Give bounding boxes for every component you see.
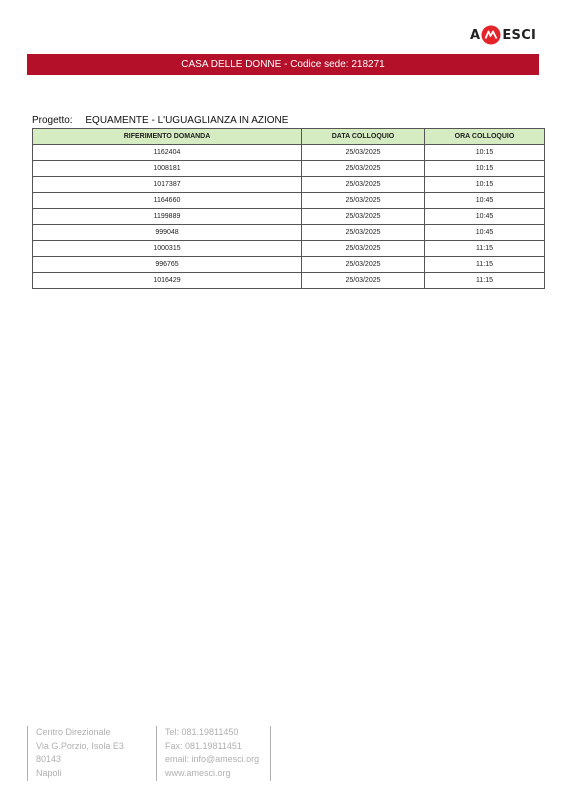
table-row <box>33 161 545 177</box>
table-row <box>33 193 545 209</box>
footer-website: www.amesci.org <box>165 767 231 778</box>
cell-ora: 10:15 <box>425 145 545 161</box>
cell-riferimento: 1000315 <box>33 241 302 257</box>
footer-address-line: Centro Direzionale <box>36 727 111 737</box>
table-header-row <box>33 129 545 145</box>
header-ora: ORA COLLOQUIO <box>425 129 545 145</box>
cell-ora: 10:15 <box>425 161 545 177</box>
banner-text: CASA DELLE DONNE - Codice sede: 218271 <box>181 59 385 70</box>
project-name: EQUAMENTE - L'UGUAGLIANZA IN AZIONE <box>85 115 289 126</box>
table-row <box>33 273 545 289</box>
cell-ora: 11:15 <box>425 257 545 273</box>
sede-banner <box>27 54 539 75</box>
cell-data: 25/03/2025 <box>302 225 425 241</box>
cell-ora: 11:15 <box>425 241 545 257</box>
table-row <box>33 145 545 161</box>
footer-fax: Fax: 081.19811451 <box>165 740 242 751</box>
logo-text-left: A <box>470 27 481 43</box>
cell-data: 25/03/2025 <box>302 161 425 177</box>
interview-table <box>32 128 545 289</box>
cell-riferimento: 999048 <box>33 225 302 241</box>
logo-mark-icon <box>481 25 501 45</box>
cell-riferimento: 1017387 <box>33 177 302 193</box>
cell-ora: 10:45 <box>425 225 545 241</box>
cell-riferimento: 1164660 <box>33 193 302 209</box>
table-row <box>33 257 545 273</box>
project-label: Progetto: <box>32 115 73 126</box>
table-row <box>33 209 545 225</box>
amesci-logo <box>470 24 536 46</box>
footer-address <box>27 726 156 781</box>
footer-phone: Tel: 081.19811450 <box>165 727 239 737</box>
cell-data: 25/03/2025 <box>302 257 425 273</box>
cell-riferimento: 1199889 <box>33 209 302 225</box>
footer-address-line: Napoli <box>36 767 62 778</box>
header-data: DATA COLLOQUIO <box>302 129 425 145</box>
cell-data: 25/03/2025 <box>302 241 425 257</box>
footer-address-line: 80143 <box>36 754 62 764</box>
table-row <box>33 241 545 257</box>
footer-address-line: Via G.Porzio, Isola E3 <box>36 740 124 751</box>
cell-riferimento: 1016429 <box>33 273 302 289</box>
cell-data: 25/03/2025 <box>302 193 425 209</box>
cell-ora: 11:15 <box>425 273 545 289</box>
cell-ora: 10:15 <box>425 177 545 193</box>
cell-riferimento: 1162404 <box>33 145 302 161</box>
cell-data: 25/03/2025 <box>302 145 425 161</box>
cell-data: 25/03/2025 <box>302 177 425 193</box>
logo-text-right: ESCI <box>502 27 537 43</box>
cell-riferimento: 996765 <box>33 257 302 273</box>
cell-riferimento: 1008181 <box>33 161 302 177</box>
table-row <box>33 225 545 241</box>
project-line <box>32 115 288 126</box>
table-row <box>33 177 545 193</box>
cell-data: 25/03/2025 <box>302 273 425 289</box>
cell-data: 25/03/2025 <box>302 209 425 225</box>
header-riferimento: RIFERIMENTO DOMANDA <box>33 129 302 145</box>
footer-contacts <box>156 726 271 781</box>
cell-ora: 10:45 <box>425 193 545 209</box>
page-footer <box>27 726 271 781</box>
footer-email: email: info@amesci.org <box>165 754 260 764</box>
cell-ora: 10:45 <box>425 209 545 225</box>
